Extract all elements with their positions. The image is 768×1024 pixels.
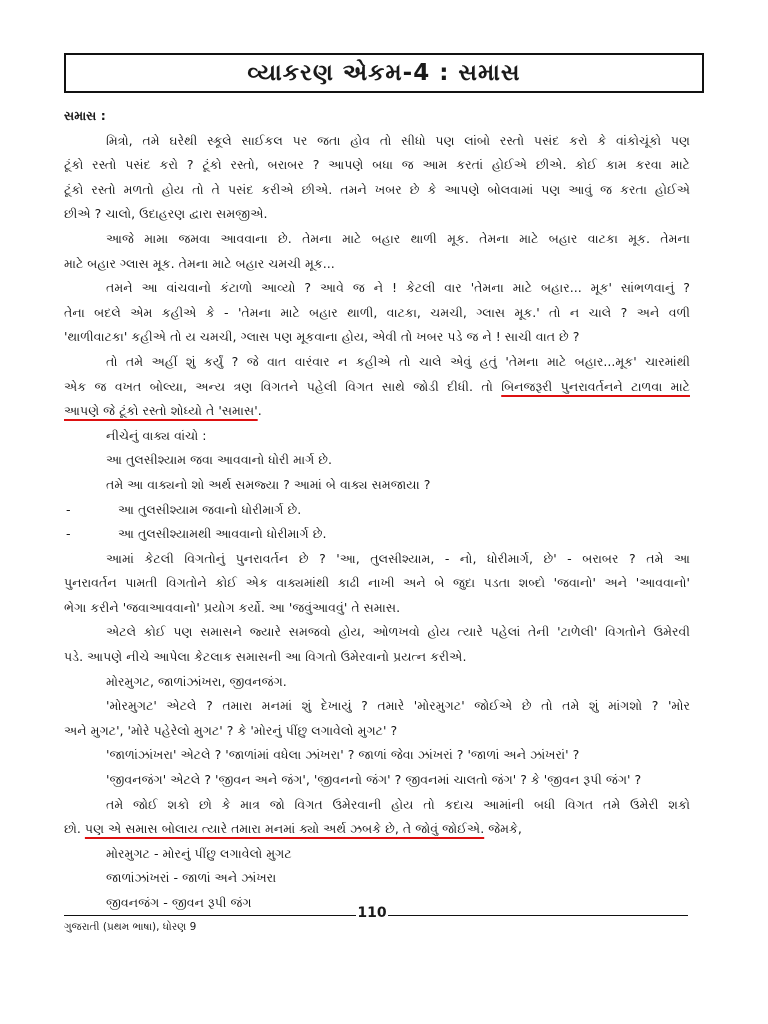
instruction-line: નીચેનું વાક્ય વાંચો : bbox=[106, 427, 207, 443]
paragraph-line: મિત્રો, તમે ઘરેથી સ્કૂલે સાઈકલ પર જતા હોવ તો સીધો પણ લાંબો રસ્તો પસંદ કરો કે વાંકોચૂંકો પણ bbox=[106, 132, 690, 148]
paragraph-intro bbox=[64, 129, 690, 227]
paragraph-line: 'થાળીવાટકા' કહીએ તો ય ચમચી, ગ્લાસ પણ મૂકવાના હોય, એવી તો ખબર પડે જ ને ! સાચી વાત છે ? bbox=[64, 329, 580, 345]
example-answer: જીવનજંગ - જીવન રૂપી જંગ bbox=[106, 895, 252, 910]
paragraph-line: માટે બહાર ગ્લાસ મૂક. તેમના માટે બહાર ચમચી મૂક... bbox=[64, 255, 335, 271]
example-sentence: આ તુલસીશ્યામ જવા આવવાનો ધોરી માર્ગ છે. bbox=[106, 452, 333, 468]
paragraph-line: તમે જોઈ શકો છો કે માત્ર જો વિગત ઉમેરવાની હોય તો કદાચ આમાંની બધી વિગત તમે ઉમેરી શકો bbox=[106, 796, 690, 812]
paragraph-line: ટૂંકો રસ્તો પસંદ કરો ? ટૂંકો રસ્તો, બરાબર ? આપણે બધા જ આમ કરતાં હોઈએ છીએ. કોઈ કામ કરવા માટે bbox=[64, 157, 690, 173]
underlined-phrase: બિનજરૂરી પુનરાવર્તનને ટાળવા માટે bbox=[501, 378, 690, 394]
underlined-phrase: પણ એ સમાસ બોલાય ત્યારે તમારા મનમાં ક્યો અર્થ ઝબકે છે, તે જોવું જોઈએ. bbox=[84, 821, 485, 837]
paragraph-line: 'મોરમુગટ' એટલે ? તમારા મનમાં શું દેખાયું ? તમારે 'મોરમુગટ' જોઈએ છે તો તમે શું માંગશો ? 'મોર bbox=[106, 698, 690, 714]
text-span: છો. bbox=[64, 821, 85, 837]
paragraph-jivanjang: 'જીવનજંગ' એટલે ? 'જીવન અને જંગ', 'જીવનનો જંગ' ? જીવનમાં ચાલતો જંગ' ? કે 'જીવન રૂપી જંગ' ? bbox=[106, 772, 642, 788]
question-line: તમે આ વાક્યનો શો અર્થ સમજ્યા ? આમાં બે વાક્ય સમજાયા ? bbox=[106, 476, 431, 492]
dash-bullet: - bbox=[66, 526, 71, 542]
footer-label: ગુજરાતી (પ્રથમ ભાષા), ધોરણ 9 bbox=[64, 921, 197, 933]
paragraph-line: ટૂંકો રસ્તો મળતો હોય તો તે પસંદ કરીએ છીએ. તમને ખબર છે કે આપણે બોલવામાં પણ આવું જ કરતા હોઈએ bbox=[64, 181, 690, 197]
dash-bullet: - bbox=[66, 501, 71, 517]
paragraph-mormugat bbox=[64, 694, 690, 743]
text-span: જેમકે, bbox=[484, 821, 522, 837]
paragraph-definition bbox=[64, 350, 690, 424]
list-item bbox=[64, 498, 690, 523]
example-answer: મોરમુગટ - મોરનું પીંછુ લગાવેલો મુગટ bbox=[106, 845, 292, 861]
page-number: 110 bbox=[357, 905, 387, 921]
paragraph-line: તો તમે અહીં શું કર્યું ? જે વાત વારંવાર ન કહીએ તો ચાલે એવું હતું 'તેમના માટે બહાર...મૂક' ચારમાંથી bbox=[106, 353, 690, 369]
paragraph-method bbox=[64, 620, 690, 669]
paragraph-line: પુનરાવર્તન પામતી વિગતોને કોઈ એક વાક્યમાંથી કાઢી નાખી અને બે જુદા પડતા શબ્દો 'જવાનો' અને 'આવવાનો' bbox=[64, 575, 690, 591]
paragraph-repetition bbox=[64, 547, 690, 621]
list-item-text: આ તુલસીશ્યામથી આવવાનો ધોરીમાર્ગ છે. bbox=[118, 526, 327, 542]
list-item bbox=[64, 522, 690, 547]
list-item-text: આ તુલસીશ્યામ જવાનો ધોરીમાર્ગ છે. bbox=[118, 501, 302, 517]
paragraph-line: અને મુગટ', 'મોરે પહેરેલો મુગટ' ? કે 'મોરનું પીંછુ લગાવેલો મુગટ' ? bbox=[64, 722, 398, 738]
paragraph-example bbox=[64, 227, 690, 276]
compound-list: મોરમુગટ, જાળાંઝાંખરા, જીવનજંગ. bbox=[106, 673, 287, 689]
paragraph-line bbox=[64, 375, 690, 400]
main-content bbox=[64, 104, 690, 916]
text-span: એક જ વખત બોલ્યા, અન્ય ત્રણ વિગતને પહેલી વિગત સાથે જોડી દીધી. તો bbox=[64, 378, 502, 394]
paragraph-boredom bbox=[64, 276, 690, 350]
footer-rule bbox=[388, 915, 688, 916]
section-heading: સમાસ : bbox=[64, 108, 106, 123]
text-span: . bbox=[257, 403, 262, 419]
underlined-phrase: આપણે જે ટૂંકો રસ્તો શોધ્યો તે 'સમાસ' bbox=[64, 403, 258, 419]
paragraph-line: ભેગા કરીને 'જવાઆવવાનો' પ્રયોગ કર્યો. આ 'જવુંઆવવું' તે સમાસ. bbox=[64, 599, 401, 615]
paragraph-line bbox=[64, 399, 690, 424]
page-title: વ્યાકરણ એકમ-4 : સમાસ bbox=[64, 53, 704, 93]
footer-rule bbox=[64, 915, 356, 916]
paragraph-line: આજે મામા જમવા આવવાના છે. તેમના માટે બહાર થાળી મૂક. તેમના માટે બહાર વાટકા મૂક. તેમના bbox=[106, 230, 690, 246]
paragraph-line: છીએ ? ચાલો, ઉદાહરણ દ્વારા સમજીએ. bbox=[64, 206, 268, 222]
paragraph-line: તેના બદલે એમ કહીએ કે - 'તેમના માટે બહાર થાળી, વાટકા, ચમચી, ગ્લાસ મૂક.' તો ન ચાલે ? અને વળી bbox=[64, 304, 690, 320]
paragraph-conclusion bbox=[64, 793, 690, 842]
paragraph-line: તમને આ વાંચવાનો કંટાળો આવ્યો ? આવે જ ને ! કેટલી વાર 'તેમના માટે બહાર... મૂક' સાંભળવાનું ? bbox=[106, 280, 690, 296]
paragraph-line: એટલે કોઈ પણ સમાસને જ્યારે સમજવો હોય, ઓળખવો હોય ત્યારે પહેલાં તેની 'ટાળેલી' વિગતોને ઉમેરવી bbox=[106, 624, 690, 640]
paragraph-line bbox=[64, 817, 690, 842]
paragraph-jalanjhankhra: 'જાળાંઝાંખરા' એટલે ? 'જાળાંમાં વધેલા ઝાંખરા' ? જાળાં જેવા ઝાંખરાં ? 'જાળાં અને ઝાંખરાં' ? bbox=[106, 747, 580, 763]
paragraph-line: પડે. આપણે નીચે આપેલા કેટલાક સમાસની આ વિગતો ઉમેરવાનો પ્રયત્ન કરીએ. bbox=[64, 649, 467, 665]
paragraph-line: આમાં કેટલી વિગતોનું પુનરાવર્તન છે ? 'આ, તુલસીશ્યામ, - નો, ધોરીમાર્ગ, છે' - બરાબર ? તમે આ bbox=[106, 550, 690, 566]
example-answer: જાળાંઝાંખરાં - જાળાં અને ઝાંખરા bbox=[106, 870, 277, 886]
